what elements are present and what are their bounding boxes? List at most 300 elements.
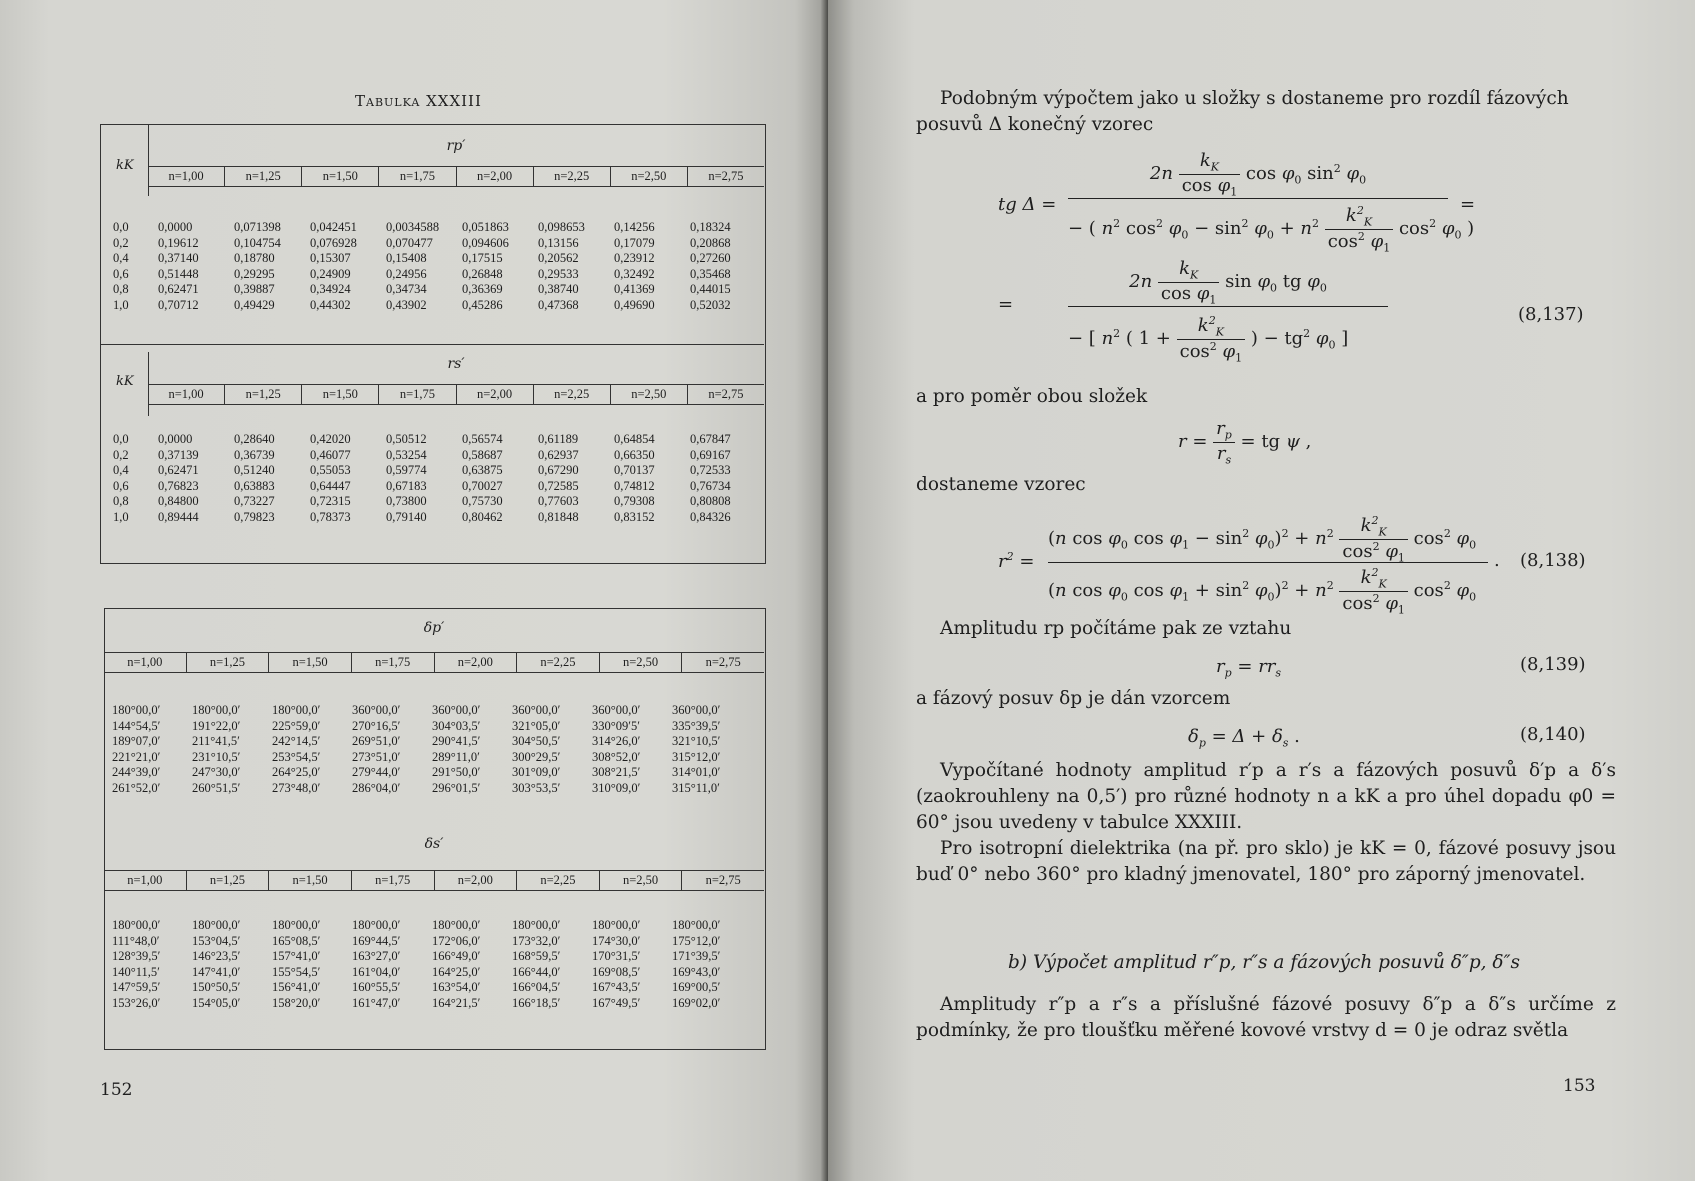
k-value: 0,4 xyxy=(113,463,129,477)
equation-ratio: r = $\frac{r_p}{r_s}$ = tg ψ , xyxy=(1178,418,1312,467)
table-cell: 0,0000 xyxy=(158,432,193,446)
table-cell: 180°00,0′ xyxy=(272,703,321,717)
rs-header-6: n=2,50 xyxy=(610,385,687,404)
table-cell: 0,74812 xyxy=(614,478,655,493)
table-cell: 0,14256 xyxy=(614,220,655,234)
table-cell: 0,55053 xyxy=(310,463,351,477)
paragraph-3: dostaneme vzorec xyxy=(916,474,1086,495)
table-cell: 0,79308 xyxy=(614,494,655,508)
table-cell: 180°00,0′ xyxy=(352,918,401,932)
table-cell: 273°48,0′ xyxy=(272,780,321,795)
table-cell: 0,70137 xyxy=(614,463,655,477)
equation-number-140: (8,140) xyxy=(1520,724,1586,745)
table-cell: 0,15408 xyxy=(386,251,427,265)
dp-header-3: n=1,75 xyxy=(351,653,434,672)
table-cell: 189°07,0′ xyxy=(112,734,161,748)
k-value: 1,0 xyxy=(113,509,129,524)
ds-header-1: n=1,25 xyxy=(186,871,269,890)
table-cell: 144°54,5′ xyxy=(112,718,161,733)
table-cell: 0,61189 xyxy=(538,432,579,446)
rs_columns-column-7 xyxy=(690,432,766,525)
dp-values xyxy=(112,703,752,796)
dp_columns-column-1 xyxy=(192,703,272,796)
table-cell: 166°04,5′ xyxy=(512,980,561,994)
table-cell: 0,37139 xyxy=(158,447,199,462)
table-cell: 155°54,5′ xyxy=(272,964,321,979)
dp-header-7: n=2,75 xyxy=(681,653,764,672)
dp_columns-column-5 xyxy=(512,703,592,796)
dp_columns-column-0 xyxy=(112,703,192,796)
rs-header-7: n=2,75 xyxy=(687,385,764,404)
dp_columns-column-3 xyxy=(352,703,432,796)
table-cell: 174°30,0′ xyxy=(592,933,641,948)
table-cell: 0,69167 xyxy=(690,447,731,462)
table-cell: 147°41,0′ xyxy=(192,964,241,979)
table-cell: 0,36739 xyxy=(234,447,275,462)
table-cell: 173°32,0′ xyxy=(512,933,561,948)
table-cell: 290°41,5′ xyxy=(432,734,481,748)
table-cell: 0,80462 xyxy=(462,509,503,524)
table-cell: 191°22,0′ xyxy=(192,718,241,733)
table-cell: 253°54,5′ xyxy=(272,749,321,764)
table-cell: 0,41369 xyxy=(614,282,655,296)
table-cell: 0,45286 xyxy=(462,297,503,312)
rp-header-5: n=2,25 xyxy=(533,167,610,186)
table-cell: 0,24956 xyxy=(386,266,427,281)
rp_columns-column-4 xyxy=(462,220,538,313)
dp_columns-column-6 xyxy=(592,703,672,796)
table-cell: 0,66350 xyxy=(614,447,655,462)
table-cell: 180°00,0′ xyxy=(432,918,481,932)
table-cell: 0,72585 xyxy=(538,478,579,493)
table-cell: 221°21,0′ xyxy=(112,749,161,764)
table-cell: 180°00,0′ xyxy=(512,918,561,932)
table-cell: 180°00,0′ xyxy=(592,918,641,932)
table-cell: 242°14,5′ xyxy=(272,734,321,748)
table-cell: 0,13156 xyxy=(538,235,579,250)
table-cell: 0,44015 xyxy=(690,282,731,296)
table-cell: 0,34924 xyxy=(310,282,351,296)
dp-group-label: δp′ xyxy=(423,620,445,636)
table-cell: 0,42020 xyxy=(310,432,351,446)
table-cell: 0,70712 xyxy=(158,297,199,312)
table-cell: 0,79140 xyxy=(386,509,427,524)
table-cell: 0,62471 xyxy=(158,463,199,477)
table-cell: 314°01,0′ xyxy=(672,765,721,779)
paragraph-8: Amplitudy r″p a r″s a příslušné fázové posuvy δ″p a δ″s určíme z podmínky, že pro tloušťku měřené kovové vrstvy d = 0 je odraz světla xyxy=(916,994,1616,1041)
rp-header-7: n=2,75 xyxy=(687,167,764,186)
rs-header-3: n=1,75 xyxy=(378,385,455,404)
table-cell: 0,076928 xyxy=(310,235,357,250)
table-cell: 0,81848 xyxy=(538,509,579,524)
rp_columns-column-2 xyxy=(310,220,386,313)
dp-header-4: n=2,00 xyxy=(434,653,517,672)
ds-values xyxy=(112,918,752,1011)
table-cell: 0,094606 xyxy=(462,235,509,250)
table-cell: 140°11,5′ xyxy=(112,964,160,979)
table-cell: 0,80808 xyxy=(690,494,731,508)
table-cell: 225°59,0′ xyxy=(272,718,321,733)
table-cell: 0,49429 xyxy=(234,297,275,312)
table-cell: 0,84800 xyxy=(158,494,199,508)
table-cell: 315°11,0′ xyxy=(672,780,720,795)
table-cell: 0,67847 xyxy=(690,432,731,446)
paragraph-2: a pro poměr obou složek xyxy=(916,386,1148,407)
table-cell: 0,52032 xyxy=(690,297,731,312)
table-cell: 128°39,5′ xyxy=(112,949,161,963)
table-cell: 0,47368 xyxy=(538,297,579,312)
k-value: 0,4 xyxy=(113,251,129,265)
table-cell: 0,70027 xyxy=(462,478,503,493)
rs-header-2: n=1,50 xyxy=(301,385,378,404)
table-cell: 269°51,0′ xyxy=(352,734,401,748)
table-cell: 0,51448 xyxy=(158,266,199,281)
table-cell: 360°00,0′ xyxy=(672,703,721,717)
dp-header-6: n=2,50 xyxy=(599,653,682,672)
equation-delta-p: $\delta_p = \Delta + \delta_s$ . xyxy=(1188,726,1300,750)
table-cell: 314°26,0′ xyxy=(592,734,641,748)
rs_columns-column-4 xyxy=(462,432,538,525)
rs_columns-column-0 xyxy=(158,432,234,525)
table-cell: 157°41,0′ xyxy=(272,949,321,963)
ds_columns-column-5 xyxy=(512,918,592,1011)
rp_columns-column-6 xyxy=(614,220,690,313)
table-cell: 0,62937 xyxy=(538,447,579,462)
ds-header-6: n=2,50 xyxy=(599,871,682,890)
rp_columns-column-7 xyxy=(690,220,766,313)
rs_columns-column-1 xyxy=(234,432,310,525)
table-cell: 0,35468 xyxy=(690,266,731,281)
table-cell: 0,58687 xyxy=(462,447,503,462)
table-cell: 0,29295 xyxy=(234,266,275,281)
table-cell: 264°25,0′ xyxy=(272,765,321,779)
table-cell: 169°00,5′ xyxy=(672,980,721,994)
ds-header-7: n=2,75 xyxy=(681,871,764,890)
dp-header-2: n=1,50 xyxy=(268,653,351,672)
rp-k-column xyxy=(113,220,129,313)
rs_columns-column-5 xyxy=(538,432,614,525)
table-cell: 0,36369 xyxy=(462,282,503,296)
table-cell: 0,18324 xyxy=(690,220,731,234)
table-cell: 0,79823 xyxy=(234,509,275,524)
ds-group-label: δs′ xyxy=(424,836,444,852)
table-cell: 0,53254 xyxy=(386,447,427,462)
k-value: 0,2 xyxy=(113,235,129,250)
table-cell: 270°16,5′ xyxy=(352,718,401,733)
paragraph-7: Pro isotropní dielektrika (na př. pro sklo) je kK = 0, fázové posuvy jsou buď 0° nebo 360° pro kladný jmenovatel, 180° pro záporný jmenovatel. xyxy=(916,838,1616,885)
table-cell: 0,26848 xyxy=(462,266,503,281)
right-page: Podobným výpočtem jako u složky s dostaneme pro rozdíl fázových posuvů Δ konečný vzorec tg Δ = 2n $\frac{k_K}{\cos \varphi_1}$ $\cos \varphi_0$ $\sin^2 \varphi_0$ − ( $n^2$ $\cos^2 \varphi_0 - \sin^2 \varphi_0 + n^2$ $\frac{k^2_K}{\cos^2 \varphi_1}$ $\cos^2 \varphi_0$ ) = 2n $\frac{k_K}{\cos \varphi_1}$ $\sin \varphi_0$ tg $\varphi_0$ = − [ $n^2$ ( 1 + $\frac{k^2_K}{\cos^2 \varphi_1}$ ) − $tg^2$ $\varphi_0$ ] (8,137) a pro poměr obou složek r = $\frac{r_p}{r_s}$ = tg ψ , dostaneme vzorec $r^2$ = (n $\cos \varphi_0$ $\cos \varphi_1 - \sin^2 \varphi_0)^2 + n^2$ $\frac{k^2_K}{\cos^2 \varphi_1}$ $\cos^2 \varphi_0$ (n $\cos \varphi_0$ $\cos \varphi_1 + \sin^2 \varphi_0)^2 + n^2$ $\frac{k^2_K}{\cos^2 \varphi_1}$ $\cos^2 \varphi_0$ . (8,138) Amplitudu rp počítáme pak ze vztahu $r_p = rr_s$ (8,139) a fázový posuv δp je dán vzorcem $\delta_p = \Delta + \delta_s$ . (8,140) Vypočítané hodnoty amplitud r′p a r′s a fázových posuvů δ′p a δ′s (zaokrouhleny na 0,5′) pro různé hodnoty n a kK a pro úhel dopadu φ0 = 60° jsou uvedeny v tabulce XXXIII. Pro isotropní dielektrika (na př. pro sklo) je kK = 0, fázové posuvy jsou buď 0° nebo 360° pro kladný jmenovatel, 180° pro záporný jmenovatel. b) Výpočet amplitud r″p, r″s a fázových posuvů δ″p, δ″s Amplitudy r″p a r″s a příslušné fázové posuvy δ″p a δ″s určíme z podmínky, že pro tloušťku měřené kovové vrstvy d = 0 je odraz světla 153 xyxy=(828,0,1695,1181)
table-cell: 273°51,0′ xyxy=(352,749,401,764)
table-cell: 180°00,0′ xyxy=(192,703,241,717)
table-cell: 153°26,0′ xyxy=(112,995,161,1010)
table-cell: 244°39,0′ xyxy=(112,765,161,779)
ds_columns-column-4 xyxy=(432,918,512,1011)
rs-k-column xyxy=(113,432,129,525)
table-cell: 150°50,5′ xyxy=(192,980,241,994)
table-cell: 0,38740 xyxy=(538,282,579,296)
k-value: 0,0 xyxy=(113,220,129,234)
table-cell: 300°29,5′ xyxy=(512,749,561,764)
table-cell: 0,64447 xyxy=(310,478,351,493)
ds_columns-column-2 xyxy=(272,918,352,1011)
rs-header-5: n=2,25 xyxy=(533,385,610,404)
table-cell: 0,72315 xyxy=(310,494,351,508)
table-cell: 163°27,0′ xyxy=(352,949,401,963)
ds_columns-column-6 xyxy=(592,918,672,1011)
table-cell: 0,62471 xyxy=(158,282,199,296)
table-cell: 0,27260 xyxy=(690,251,731,265)
table-cell: 0,104754 xyxy=(234,235,281,250)
table-cell: 180°00,0′ xyxy=(192,918,241,932)
table-cell: 286°04,0′ xyxy=(352,780,401,795)
table-cell: 169°44,5′ xyxy=(352,933,401,948)
table-divider xyxy=(100,344,764,345)
table-cell: 167°49,5′ xyxy=(592,995,641,1010)
k-value: 1,0 xyxy=(113,297,129,312)
table-cell: 0,070477 xyxy=(386,235,433,250)
table-cell: 0,0000 xyxy=(158,220,193,234)
rs-header-4: n=2,00 xyxy=(456,385,533,404)
table-cell: 0,59774 xyxy=(386,463,427,477)
table-cell: 0,17079 xyxy=(614,235,655,250)
table-cell: 156°41,0′ xyxy=(272,980,321,994)
k-value: 0,0 xyxy=(113,432,129,446)
table-cell: 0,67290 xyxy=(538,463,579,477)
table-cell: 308°21,5′ xyxy=(592,765,641,779)
table-cell: 158°20,0′ xyxy=(272,995,321,1010)
rs-values xyxy=(158,432,766,525)
rp_columns-column-5 xyxy=(538,220,614,313)
kk-label-rp: kK xyxy=(116,158,134,173)
table-cell: 169°08,5′ xyxy=(592,964,641,979)
rp-header-6: n=2,50 xyxy=(610,167,687,186)
table-cell: 296°01,5′ xyxy=(432,780,481,795)
table-cell: 304°50,5′ xyxy=(512,734,561,748)
rs-header-1: n=1,25 xyxy=(224,385,301,404)
dp-header-1: n=1,25 xyxy=(186,653,269,672)
table-cell: 321°05,0′ xyxy=(512,718,561,733)
ds-n-header xyxy=(104,870,764,891)
table-cell: 0,67183 xyxy=(386,478,427,493)
kk-label-rs: kK xyxy=(116,374,134,389)
table-cell: 0,56574 xyxy=(462,432,503,446)
rs_columns-column-3 xyxy=(386,432,462,525)
rp-header-4: n=2,00 xyxy=(456,167,533,186)
table-cell: 171°39,5′ xyxy=(672,949,721,963)
table-cell: 304°03,5′ xyxy=(432,718,481,733)
table-cell: 169°02,0′ xyxy=(672,995,721,1010)
table-cell: 0,75730 xyxy=(462,494,503,508)
rp-header-0: n=1,00 xyxy=(168,169,204,183)
table-cell: 180°00,0′ xyxy=(672,918,721,932)
rs_columns-column-6 xyxy=(614,432,690,525)
table-cell: 146°23,5′ xyxy=(192,949,241,963)
table-cell: 172°06,0′ xyxy=(432,933,481,948)
rs-n-header xyxy=(148,384,764,405)
equation-rp: $r_p = rr_s$ xyxy=(1216,656,1282,680)
rp-header-3: n=1,75 xyxy=(378,167,455,186)
table-cell: 170°31,5′ xyxy=(592,949,641,963)
ds-header-5: n=2,25 xyxy=(516,871,599,890)
table-cell: 0,28640 xyxy=(234,432,275,446)
table-cell: 166°44,0′ xyxy=(512,964,561,979)
k-value: 0,6 xyxy=(113,266,129,281)
table-cell: 0,84326 xyxy=(690,509,731,524)
table-cell: 321°10,5′ xyxy=(672,734,721,748)
table-cell: 147°59,5′ xyxy=(112,980,161,994)
table-cell: 291°50,0′ xyxy=(432,765,481,779)
rp_columns-column-3 xyxy=(386,220,462,313)
rs_columns-column-2 xyxy=(310,432,386,525)
dp-header-0: n=1,00 xyxy=(127,655,163,669)
table-cell: 0,20868 xyxy=(690,235,731,250)
rp-values xyxy=(158,220,766,313)
table-cell: 0,44302 xyxy=(310,297,351,312)
table-cell: 211°41,5′ xyxy=(192,734,240,748)
table-cell: 161°04,0′ xyxy=(352,964,401,979)
table-cell: 0,20562 xyxy=(538,251,579,265)
table-cell: 0,15307 xyxy=(310,251,351,265)
paragraph-6: Vypočítané hodnoty amplitud r′p a r′s a fázových posuvů δ′p a δ′s (zaokrouhleny na 0,5′) pro různé hodnoty n a kK a pro úhel dopadu φ0 = 60° jsou uvedeny v tabulce XXXIII. xyxy=(916,760,1616,833)
table-cell: 0,39887 xyxy=(234,282,275,296)
table-cell: 164°25,0′ xyxy=(432,964,481,979)
table-cell: 0,76734 xyxy=(690,478,731,493)
ds_columns-column-0 xyxy=(112,918,192,1011)
table-cell: 0,64854 xyxy=(614,432,655,446)
table-cell: 360°00,0′ xyxy=(432,703,481,717)
table-cell: 0,18780 xyxy=(234,251,275,265)
table-cell: 160°55,5′ xyxy=(352,980,401,994)
table-cell: 180°00,0′ xyxy=(112,918,161,932)
table-cell: 0,098653 xyxy=(538,220,585,234)
table-cell: 261°52,0′ xyxy=(112,780,161,795)
table-cell: 0,89444 xyxy=(158,509,199,524)
table-cell: 168°59,5′ xyxy=(512,949,561,963)
table-cell: 301°09,0′ xyxy=(512,765,561,779)
rp-header-2: n=1,50 xyxy=(301,167,378,186)
table-cell: 0,32492 xyxy=(614,266,655,281)
table-cell: 167°43,5′ xyxy=(592,980,641,994)
table-cell: 303°53,5′ xyxy=(512,780,561,795)
table-cell: 165°08,5′ xyxy=(272,933,321,948)
left-page xyxy=(0,0,828,1181)
table-cell: 0,46077 xyxy=(310,447,351,462)
table-cell: 0,0034588 xyxy=(386,220,440,234)
table-cell: 0,77603 xyxy=(538,494,579,508)
table-cell: 161°47,0′ xyxy=(352,995,401,1010)
dp_columns-column-7 xyxy=(672,703,752,796)
ds_columns-column-1 xyxy=(192,918,272,1011)
table-cell: 0,73227 xyxy=(234,494,275,508)
table-cell: 0,43902 xyxy=(386,297,427,312)
table-cell: 163°54,0′ xyxy=(432,980,481,994)
table-cell: 289°11,0′ xyxy=(432,749,480,764)
table-cell: 0,51240 xyxy=(234,463,275,477)
table-cell: 0,042451 xyxy=(310,220,357,234)
table-cell: 164°21,5′ xyxy=(432,995,481,1010)
table-cell: 360°00,0′ xyxy=(512,703,561,717)
ds-header-4: n=2,00 xyxy=(434,871,517,890)
table-cell: 315°12,0′ xyxy=(672,749,721,764)
rp-group-label: rp′ xyxy=(446,138,466,154)
page-number-right: 153 xyxy=(1563,1076,1596,1096)
table-cell: 0,34734 xyxy=(386,282,427,296)
ds-header-2: n=1,50 xyxy=(268,871,351,890)
k-value: 0,8 xyxy=(113,282,129,296)
ds_columns-column-3 xyxy=(352,918,432,1011)
paragraph-4: Amplitudu rp počítáme pak ze vztahu xyxy=(940,618,1292,639)
table-cell: 0,24909 xyxy=(310,266,351,281)
table-cell: 0,17515 xyxy=(462,251,503,265)
table-cell: 279°44,0′ xyxy=(352,765,401,779)
table-cell: 0,63883 xyxy=(234,478,275,493)
rs-group-label: rs′ xyxy=(447,356,465,372)
table-cell: 0,83152 xyxy=(614,509,655,524)
table-cell: 0,76823 xyxy=(158,478,199,493)
dp_columns-column-2 xyxy=(272,703,352,796)
table-cell: 0,29533 xyxy=(538,266,579,281)
table-cell: 231°10,5′ xyxy=(192,749,241,764)
table-cell: 166°18,5′ xyxy=(512,995,561,1010)
table-cell: 175°12,0′ xyxy=(672,933,721,948)
table-title: Tabulka XXXIII xyxy=(355,92,482,110)
table-cell: 360°00,0′ xyxy=(592,703,641,717)
table-cell: 260°51,5′ xyxy=(192,780,241,795)
rp_columns-column-1 xyxy=(234,220,310,313)
table-cell: 0,19612 xyxy=(158,235,199,250)
k-value: 0,2 xyxy=(113,447,129,462)
rs-header-0: n=1,00 xyxy=(168,387,204,401)
paragraph-5: a fázový posuv δp je dán vzorcem xyxy=(916,688,1231,709)
table-cell: 0,73800 xyxy=(386,494,427,508)
table-cell: 154°05,0′ xyxy=(192,995,241,1010)
table-cell: 0,23912 xyxy=(614,251,655,265)
table-cell: 310°09,0′ xyxy=(592,780,641,795)
table-cell: 335°39,5′ xyxy=(672,718,721,733)
dp-header-5: n=2,25 xyxy=(516,653,599,672)
paragraph-1: Podobným výpočtem jako u složky s dostaneme pro rozdíl fázových posuvů Δ konečný vzorec xyxy=(916,88,1569,135)
table-cell: 0,37140 xyxy=(158,251,199,265)
ds-header-0: n=1,00 xyxy=(127,873,163,887)
section-heading: b) Výpočet amplitud r″p, r″s a fázových posuvů δ″p, δ″s xyxy=(1008,952,1520,973)
dp-n-header xyxy=(104,652,764,673)
table-cell: 0,051863 xyxy=(462,220,509,234)
rp-n-header xyxy=(148,166,764,187)
table-cell: 360°00,0′ xyxy=(352,703,401,717)
table-cell: 0,50512 xyxy=(386,432,427,446)
table-cell: 0,63875 xyxy=(462,463,503,477)
equation-number-138: (8,138) xyxy=(1520,550,1586,571)
table-cell: 330°09′5′ xyxy=(592,718,640,733)
table-cell: 0,071398 xyxy=(234,220,281,234)
table-cell: 0,72533 xyxy=(690,463,731,477)
table-cell: 247°30,0′ xyxy=(192,765,241,779)
table-cell: 180°00,0′ xyxy=(112,703,161,717)
k-value: 0,8 xyxy=(113,494,129,508)
rp_columns-column-0 xyxy=(158,220,234,313)
ds_columns-column-7 xyxy=(672,918,752,1011)
page-number-left: 152 xyxy=(100,1080,133,1100)
table-cell: 169°43,0′ xyxy=(672,964,721,979)
table-cell: 111°48,0′ xyxy=(112,933,160,948)
k-value: 0,6 xyxy=(113,478,129,493)
table-cell: 0,49690 xyxy=(614,297,655,312)
ds-header-3: n=1,75 xyxy=(351,871,434,890)
table-cell: 166°49,0′ xyxy=(432,949,481,963)
table-cell: 0,78373 xyxy=(310,509,351,524)
rp-header-1: n=1,25 xyxy=(224,167,301,186)
